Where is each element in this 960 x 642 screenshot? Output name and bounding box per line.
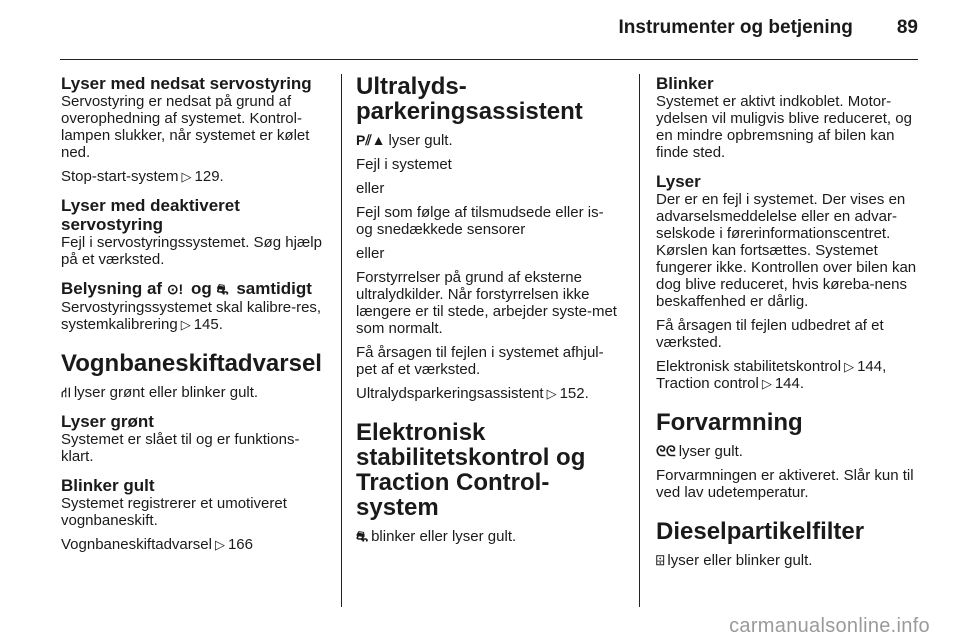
- paragraph: Få årsagen til fejlen i systemet afhjul-pet af et værksted.: [356, 344, 604, 378]
- paragraph: Servostyring er nedsat på grund af overophedning af systemet. Kontrol-lampen slukker, når systemet er kølet ned.: [61, 93, 310, 161]
- section-heading: Elektronisk stabilitetskontrol og Traction Control-system: [356, 419, 586, 521]
- section-title: Blinker gult: [61, 476, 155, 495]
- paragraph: Fejl i systemet: [356, 156, 452, 173]
- column-3: [656, 74, 924, 576]
- section-title: Lyser med nedsat servostyring: [61, 74, 312, 93]
- reference-arrow-icon: ▷: [181, 169, 192, 184]
- cross-reference: Ultralydsparkeringsassistent ▷ 152.: [356, 385, 589, 402]
- paragraph: Systemet er slået til og er funktions-klart.: [61, 431, 300, 465]
- paragraph: Få årsagen til fejlen udbedret af et værksted.: [656, 317, 884, 351]
- paragraph: Servostyringssystemet skal kalibre-res, systemkalibrering ▷ 145.: [61, 299, 322, 333]
- column-1: [61, 74, 327, 560]
- paragraph: eller: [356, 245, 385, 262]
- glow-plug-icon: ᘓᘓ: [656, 443, 676, 459]
- section-heading: Vognbaneskiftadvarsel: [61, 350, 322, 377]
- paragraph: Systemet registrerer et umotiveret vognbaneskift.: [61, 495, 287, 529]
- paragraph: ⛐ blinker eller lyser gult.: [356, 528, 517, 545]
- paragraph: eller: [356, 180, 385, 197]
- paragraph: Fejl i servostyringssystemet. Søg hjælp på et værksted.: [61, 234, 322, 268]
- reference-arrow-icon: ▷: [844, 359, 855, 374]
- reference-arrow-icon: ▷: [214, 537, 225, 552]
- steering-warning-icon: ⊙!: [166, 281, 184, 297]
- section-title: Lyser med deaktiveret servostyring: [61, 196, 240, 234]
- section-title: Blinker: [656, 74, 714, 93]
- page-header: [619, 17, 919, 39]
- cross-reference: Vognbaneskiftadvarsel ▷ 166: [61, 536, 253, 553]
- section-heading: Forvarmning: [656, 409, 803, 436]
- parking-assist-icon: P⫽▲: [356, 132, 386, 148]
- cross-reference: Stop-start-system ▷ 129.: [61, 168, 224, 185]
- stability-control-icon: ⛐: [356, 528, 369, 544]
- column-2: [356, 74, 622, 552]
- paragraph: Forstyrrelser på grund af eksterne ultralydkilder. Når forstyrrelsen ikke længere er til stede, arbejder syste-met som normalt.: [356, 269, 617, 337]
- section-title: Lyser: [656, 172, 701, 191]
- paragraph: Forvarmningen er aktiveret. Slår kun til ved lav udetemperatur.: [656, 467, 914, 501]
- lane-change-icon: ⛙: [61, 384, 71, 400]
- section-heading: Dieselpartikelfilter: [656, 518, 865, 545]
- reference-arrow-icon: ▷: [761, 376, 772, 391]
- section-heading: Ultralyds-parkeringsassistent: [356, 73, 583, 125]
- paragraph: Fejl som følge af tilsmudsede eller is- og snedækkede sensorer: [356, 204, 604, 238]
- page-number: 89: [896, 17, 918, 38]
- paragraph: P⫽▲ lyser gult.: [356, 132, 453, 149]
- header-rule: [60, 59, 918, 60]
- cross-reference: Traction control ▷ 144.: [656, 375, 805, 392]
- paragraph: ᘓᘓ lyser gult.: [656, 443, 743, 460]
- stability-control-icon: ⛐: [216, 281, 229, 297]
- section-title: Belysning af ⊙! og ⛐ samtidigt: [61, 279, 312, 298]
- paragraph: Der er en fejl i systemet. Der vises en advarselsmeddelelse eller en advar-selskode i førerinformationscentret. Kørslen kan fortsættes. Systemet fungerer ikke. Kontrollen over bilen kan dog blive reduceret, hvis køreba-nens beskaffenhed er dårlig.: [656, 191, 917, 310]
- particle-filter-icon: ⌹: [656, 552, 665, 568]
- column-divider-1: [341, 74, 342, 607]
- section-title: Lyser grønt: [61, 412, 154, 431]
- paragraph: ⌹ lyser eller blinker gult.: [656, 552, 813, 569]
- cross-reference: Elektronisk stabilitetskontrol ▷ 144,: [656, 358, 887, 375]
- paragraph: Systemet er aktivt indkoblet. Motor-ydelsen vil muligvis blive reduceret, og en mindre opbremsning af bilen kan finde sted.: [656, 93, 912, 161]
- reference-arrow-icon: ▷: [180, 317, 191, 332]
- column-divider-2: [639, 74, 640, 607]
- header-title: Instrumenter og betjening: [618, 17, 853, 38]
- paragraph: ⛙ lyser grønt eller blinker gult.: [61, 384, 259, 401]
- reference-arrow-icon: ▷: [546, 386, 557, 401]
- watermark: carmanualsonline.info: [729, 615, 930, 637]
